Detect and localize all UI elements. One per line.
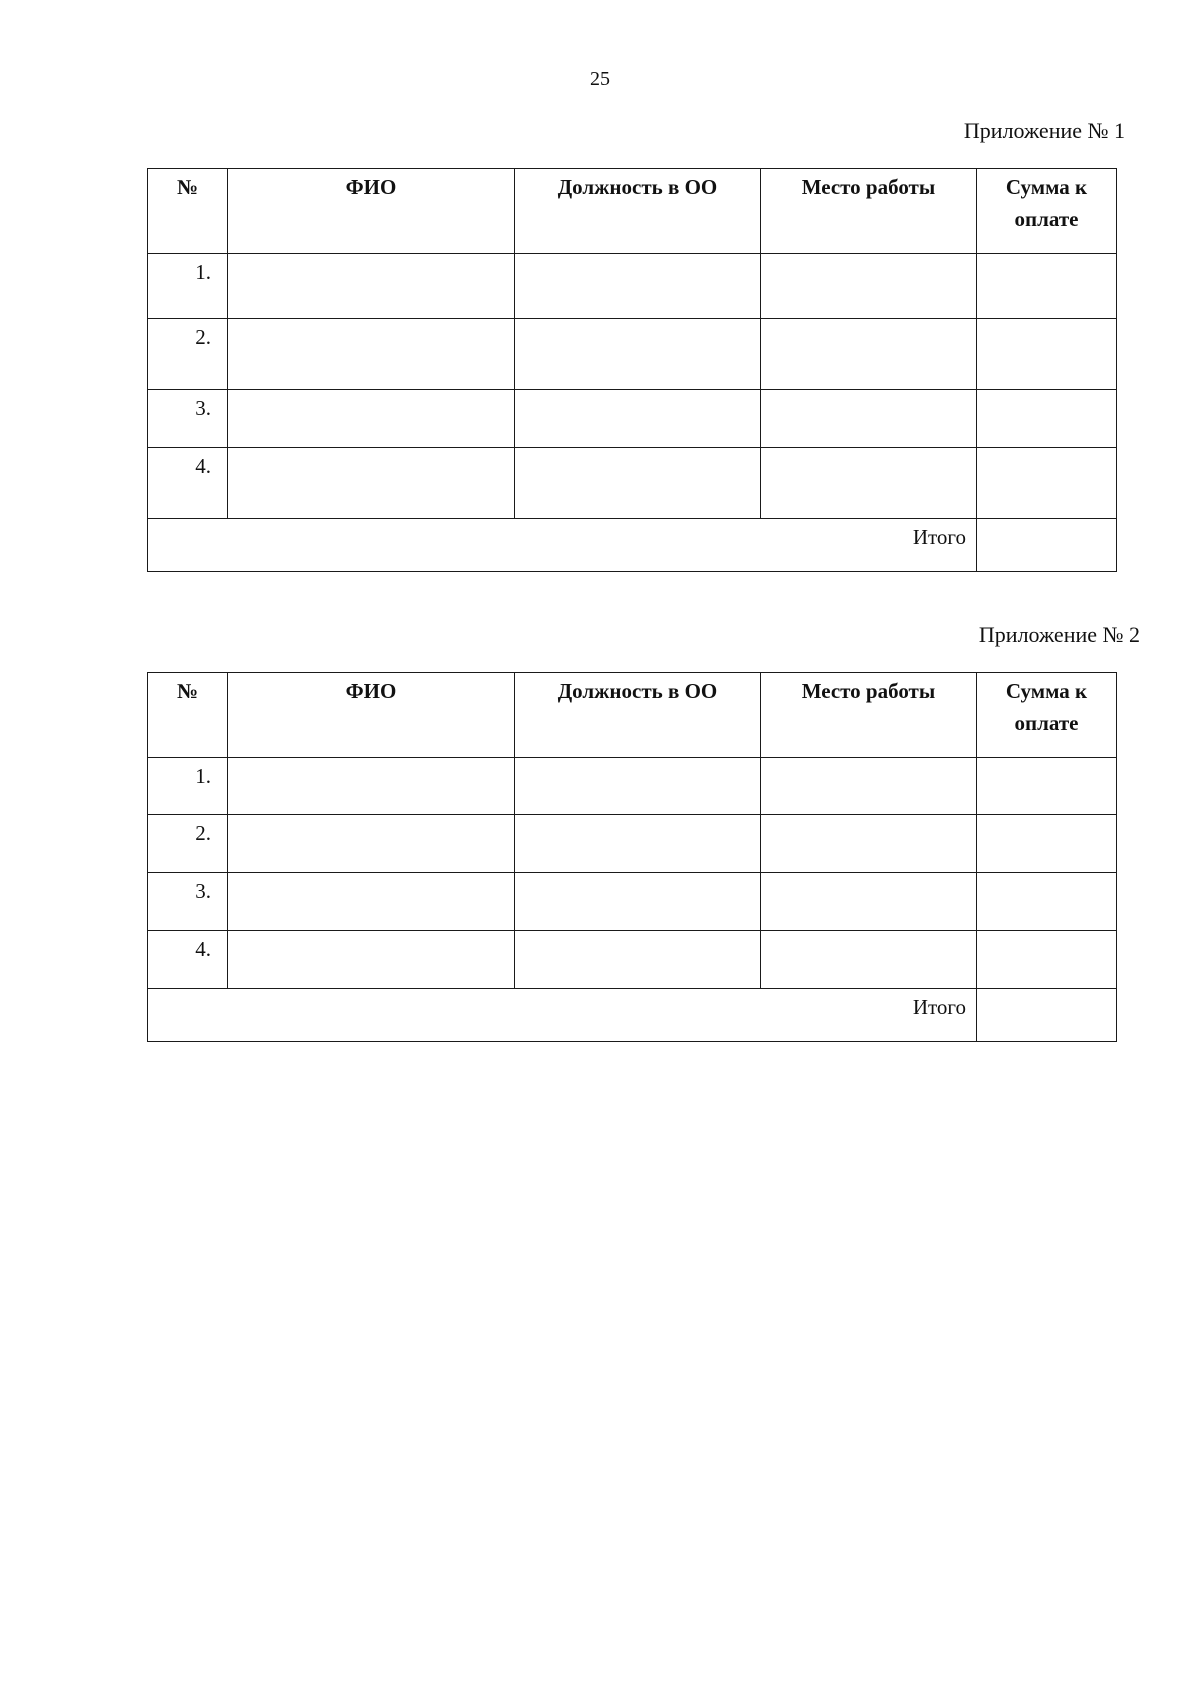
workplace-cell [761,319,977,390]
position-cell [515,873,761,931]
table-header-row [148,673,1117,758]
appendix-1-table [147,168,1117,572]
row-number: 1. [148,758,228,815]
row-number: 4. [148,931,228,989]
position-cell [515,390,761,448]
amount-cell [977,873,1117,931]
workplace-cell [761,873,977,931]
amount-cell [977,931,1117,989]
workplace-cell [761,815,977,873]
fio-cell [228,931,515,989]
header-position: Должность в ОО [515,673,761,758]
table-header-row [148,169,1117,254]
position-cell [515,254,761,319]
fio-cell [228,390,515,448]
table-row [148,931,1117,989]
amount-cell [977,815,1117,873]
table-row [148,873,1117,931]
position-cell [515,815,761,873]
amount-cell [977,319,1117,390]
appendix-2-title: Приложение № 2 [978,622,1140,647]
fio-cell [228,254,515,319]
header-fio: ФИО [228,169,515,254]
workplace-cell [761,390,977,448]
amount-cell [977,390,1117,448]
position-cell [515,319,761,390]
position-cell [515,448,761,519]
table-row [148,319,1117,390]
amount-cell [977,758,1117,815]
fio-cell [228,873,515,931]
row-number: 3. [148,390,228,448]
table-row [148,390,1117,448]
workplace-cell [761,448,977,519]
workplace-cell [761,931,977,989]
workplace-cell [761,254,977,319]
row-number: 2. [148,319,228,390]
total-row [148,989,1117,1042]
position-cell [515,931,761,989]
amount-cell [977,448,1117,519]
row-number: 4. [148,448,228,519]
table-row [148,254,1117,319]
header-amount: Сумма к оплате [977,169,1117,254]
fio-cell [228,319,515,390]
fio-cell [228,448,515,519]
amount-cell [977,254,1117,319]
page-number: 25 [590,68,610,90]
header-amount: Сумма к оплате [977,673,1117,758]
header-fio: ФИО [228,673,515,758]
appendix-2-table [147,672,1117,1042]
row-number: 3. [148,873,228,931]
header-number: № [148,673,228,758]
header-number: № [148,169,228,254]
fio-cell [228,815,515,873]
fio-cell [228,758,515,815]
workplace-cell [761,758,977,815]
appendix-1-title: Приложение № 1 [963,118,1125,143]
total-label: Итого [148,989,977,1042]
total-amount-cell [977,519,1117,572]
table-row [148,448,1117,519]
row-number: 2. [148,815,228,873]
header-workplace: Место работы [761,169,977,254]
header-position: Должность в ОО [515,169,761,254]
table-row [148,758,1117,815]
table-row [148,815,1117,873]
header-workplace: Место работы [761,673,977,758]
total-label: Итого [148,519,977,572]
total-amount-cell [977,989,1117,1042]
total-row [148,519,1117,572]
row-number: 1. [148,254,228,319]
position-cell [515,758,761,815]
